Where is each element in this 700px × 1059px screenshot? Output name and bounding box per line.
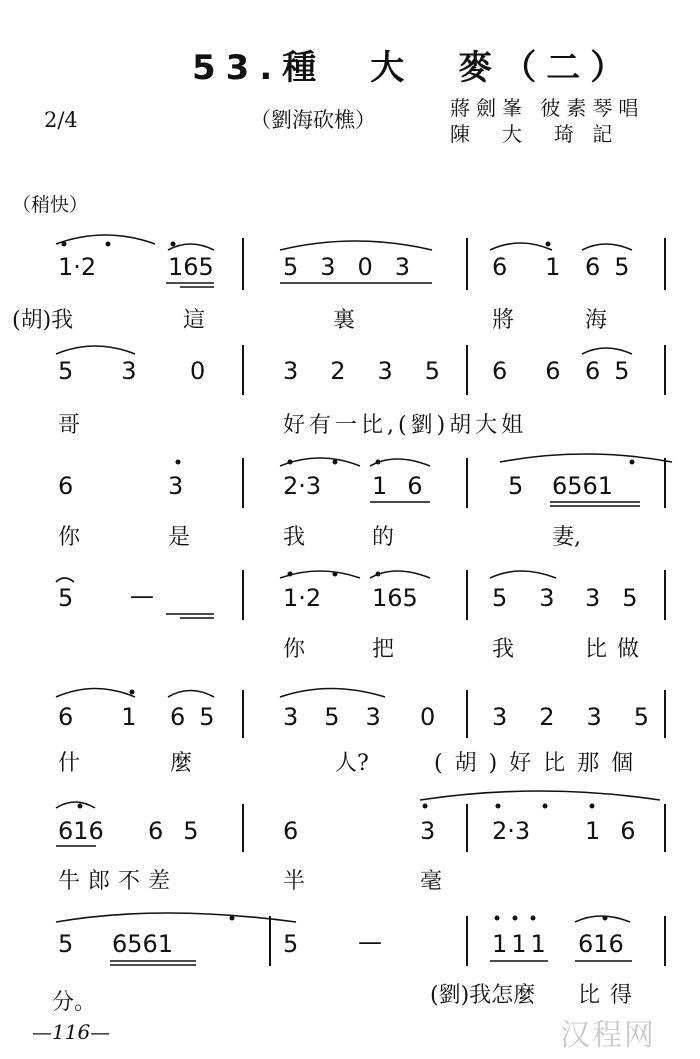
octave-dot — [376, 572, 381, 577]
slur — [56, 689, 135, 698]
note-group: 66 — [492, 357, 599, 385]
lyric: 我 — [283, 525, 306, 550]
note-group: 5 — [58, 930, 74, 958]
lyric: 這 — [183, 308, 206, 333]
octave-dot — [376, 460, 381, 465]
slur — [56, 578, 74, 582]
page-number: —116— — [32, 1020, 111, 1044]
slur — [56, 346, 135, 354]
octave-dot — [546, 242, 551, 247]
note-group: 3 — [168, 472, 184, 500]
octave-dot — [78, 804, 83, 809]
lyric: 什 — [58, 751, 81, 776]
note-group: 616 — [578, 930, 624, 958]
octave-dot — [590, 804, 595, 809]
note-group: 616 — [58, 817, 104, 845]
credit-notator: 陳 大 琦 記 — [450, 122, 619, 146]
slur — [575, 916, 630, 922]
note-group: 53 — [58, 357, 185, 385]
note-group: 5303 — [283, 253, 433, 281]
octave-dot — [176, 460, 181, 465]
lyric: 人? — [335, 751, 369, 776]
rhythm-underlines — [56, 283, 640, 965]
lyric: 海 — [585, 308, 608, 333]
lyric: 好有一比,(劉)胡大姐 — [283, 413, 528, 438]
lyric: (胡)好比那個 — [434, 751, 646, 776]
lyric: 比做 — [585, 637, 650, 662]
slur — [56, 235, 155, 244]
lyric: 把 — [372, 637, 395, 662]
note-group: 0 — [420, 703, 436, 731]
note-group: 165 — [372, 584, 418, 612]
slur — [280, 241, 432, 250]
note-group: 5 — [508, 472, 524, 500]
lyric: 半 — [283, 869, 306, 894]
lyric: 牛郎不差 — [58, 869, 179, 894]
octave-dot — [495, 916, 500, 921]
lyric: 比得 — [578, 983, 643, 1008]
time-signature: 2/4 — [44, 108, 78, 132]
note-group: 3235 — [492, 703, 682, 731]
note-group: 111 — [492, 930, 550, 958]
note-group: 5 — [283, 930, 299, 958]
note-group: 53 — [492, 584, 587, 612]
tempo-marking: （稍快） — [12, 194, 89, 216]
note-group: 1·2 — [283, 584, 322, 612]
note-group: 65 — [148, 817, 219, 845]
note-group: — — [358, 928, 382, 956]
octave-dot — [62, 242, 67, 247]
slur — [168, 691, 214, 698]
note-group: 65 — [585, 357, 644, 385]
slurs — [56, 235, 672, 922]
watermark-logo: 汉程网 — [560, 1018, 656, 1053]
note-group: 0 — [190, 357, 206, 385]
octave-dot — [496, 804, 501, 809]
lyric: 你 — [283, 637, 306, 662]
slur — [280, 689, 385, 698]
note-group: 2·3 — [283, 472, 322, 500]
note-group: 3235 — [283, 357, 473, 385]
note-group: 353 — [283, 703, 407, 731]
slur — [582, 348, 632, 354]
lyric: 裏 — [333, 308, 356, 333]
octave-dot — [288, 460, 293, 465]
lyric: 哥 — [58, 413, 81, 438]
note-group: — — [130, 582, 154, 610]
slur — [56, 802, 95, 808]
lyric: 毫 — [420, 869, 443, 894]
lyric: 的 — [372, 525, 395, 550]
slur — [500, 454, 672, 462]
octave-dot — [531, 916, 536, 921]
song-title: 53.種 大 麥（二） — [192, 48, 635, 88]
lyric: 你 — [58, 525, 81, 550]
lyric: 分。 — [52, 990, 97, 1015]
slur — [582, 244, 632, 250]
note-group: 165 — [168, 253, 214, 281]
octave-dots — [62, 242, 635, 921]
note-group: 16 — [585, 817, 656, 845]
octave-dot — [513, 916, 518, 921]
note-group: 65 — [585, 253, 644, 281]
note-group: 1·2 — [58, 253, 97, 281]
barlines — [243, 238, 665, 966]
octave-dot — [130, 690, 135, 695]
octave-dot — [288, 572, 293, 577]
note-group: 16 — [372, 472, 443, 500]
note-group: 65 — [170, 703, 229, 731]
lyric: (胡)我 — [12, 308, 74, 333]
lyric: 妻, — [552, 525, 581, 550]
octave-dot — [171, 242, 176, 247]
octave-dot — [106, 242, 111, 247]
note-group: 2·3 — [492, 817, 531, 845]
credit-singers: 蔣劍峯 彼素琴唱 — [450, 96, 645, 120]
note-group: 61 — [58, 703, 185, 731]
lyric: 麼 — [170, 751, 193, 776]
note-group: 6 — [283, 817, 299, 845]
note-group: 5 — [58, 584, 74, 612]
slur — [490, 243, 552, 250]
lyric: (劉)我怎麼 — [430, 983, 536, 1008]
octave-dot — [423, 804, 428, 809]
note-group: 3 — [420, 817, 436, 845]
note-group: 35 — [585, 584, 660, 612]
octave-dot — [230, 916, 235, 921]
octave-dot — [543, 804, 548, 809]
octave-dot — [630, 460, 635, 465]
subtitle: （劉海砍樵） — [250, 108, 376, 132]
octave-dot — [603, 916, 608, 921]
note-group: 6 — [58, 472, 74, 500]
lyric: 是 — [168, 525, 191, 550]
slur — [420, 791, 660, 800]
note-group: 61 — [492, 253, 599, 281]
lyric: 我 — [492, 637, 515, 662]
note-group: 6561 — [552, 472, 614, 500]
lyric: 將 — [492, 308, 515, 333]
octave-dot — [333, 460, 338, 465]
slur — [56, 913, 296, 922]
octave-dot — [333, 572, 338, 577]
slur — [490, 571, 556, 578]
note-group: 6561 — [112, 930, 174, 958]
